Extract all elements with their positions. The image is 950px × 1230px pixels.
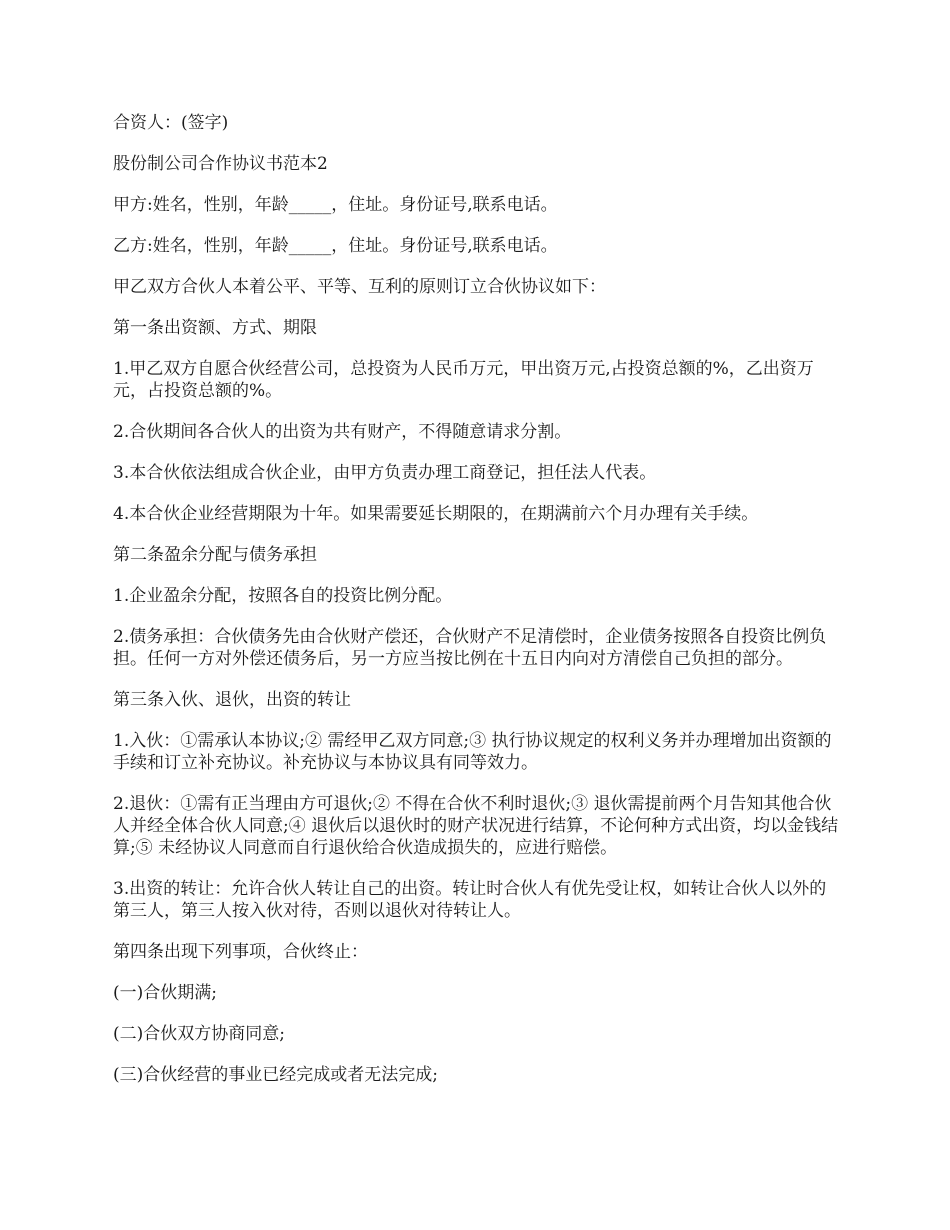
- article-3-clause-1: 1.入伙：①需承认本协议;② 需经甲乙双方同意;③ 执行协议规定的权利义务并办理增加出资额的手续和订立补充协议。补充协议与本协议具有同等效力。: [113, 731, 832, 773]
- article-1-clause-2: 2.合伙期间各合伙人的出资为共有财产，不得随意请求分割。: [113, 422, 572, 442]
- article-4-item-1: (一)合伙期满;: [113, 983, 217, 1003]
- article-3-clause-2: 2.退伙：①需有正当理由方可退伙;② 不得在合伙不利时退伙;③ 退伙需提前两个月告知其他合伙人并经全体合伙人同意;④ 退伙后以退伙时的财产状况进行结算，不论何种方式出资，均以金钱结算;⑤ 未经协议人同意而自行退伙给合伙造成损失的，应进行赔偿。: [113, 794, 839, 858]
- article-1-clause-1: 1.甲乙双方自愿合伙经营公司，总投资为人民币万元，甲出资万元,占投资总额的%，乙出资万元，占投资总额的%。: [113, 359, 814, 401]
- document-body: [113, 112, 839, 1105]
- article-3-heading: 第三条入伙、退伙，出资的转让: [113, 690, 351, 710]
- article-4-item-2: (二)合伙双方协商同意;: [113, 1024, 285, 1044]
- article-4-item-3: (三)合伙经营的事业已经完成或者无法完成;: [113, 1065, 438, 1085]
- party-a-info: 甲方:姓名，性别，年龄_____，住址。身份证号,联系电话。: [113, 195, 558, 215]
- document-title: 股份制公司合作协议书范本2: [113, 154, 328, 174]
- party-b-info: 乙方:姓名，性别，年龄_____，住址。身份证号,联系电话。: [113, 236, 558, 256]
- article-3-clause-3: 3.出资的转让：允许合伙人转让自己的出资。转让时合伙人有优先受让权，如转让合伙人以外的第三人，第三人按入伙对待，否则以退伙对待转让人。: [113, 879, 827, 921]
- article-2-clause-2: 2.债务承担：合伙债务先由合伙财产偿还，合伙财产不足清偿时，企业债务按照各自投资比例负担。任何一方对外偿还债务后，另一方应当按比例在十五日内向对方清偿自己负担的部分。: [113, 627, 827, 669]
- article-2-clause-1: 1.企业盈余分配，按照各自的投资比例分配。: [113, 586, 453, 606]
- preamble: 甲乙双方合伙人本着公平、平等、互利的原则订立合伙协议如下：: [113, 277, 606, 297]
- article-1-clause-3: 3.本合伙依法组成合伙企业，由甲方负责办理工商登记，担任法人代表。: [113, 463, 657, 483]
- signature-line: 合资人：(签字): [113, 113, 229, 133]
- article-2-heading: 第二条盈余分配与债务承担: [113, 545, 317, 565]
- article-4-heading: 第四条出现下列事项，合伙终止：: [113, 942, 368, 962]
- article-1-heading: 第一条出资额、方式、期限: [113, 318, 317, 338]
- article-1-clause-4: 4.本合伙企业经营期限为十年。如果需要延长期限的，在期满前六个月办理有关手续。: [113, 504, 759, 524]
